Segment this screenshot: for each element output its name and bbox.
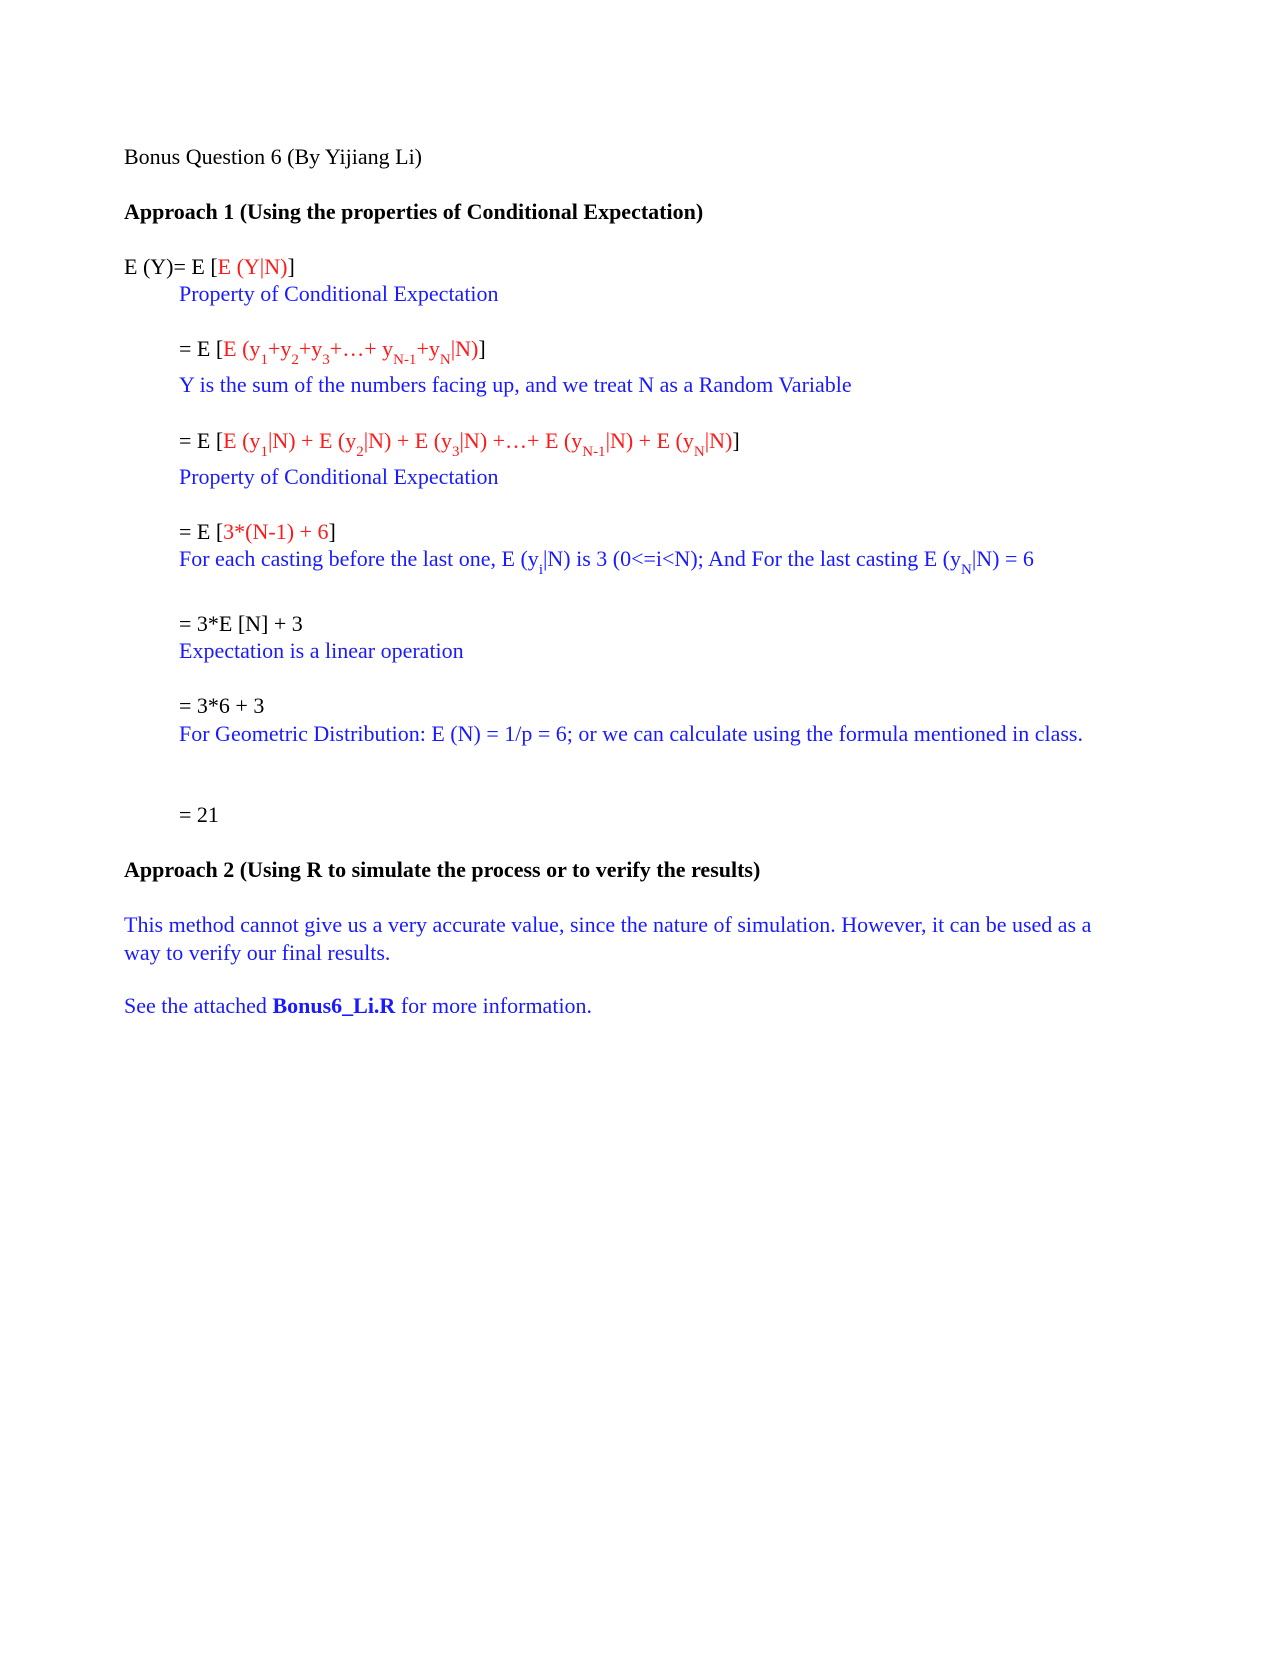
step3-close: ] [732, 428, 740, 453]
step3-prefix: = E [ [179, 428, 224, 453]
step2-close: ] [478, 336, 486, 361]
step1-lhs: E (Y)= E [ [124, 254, 218, 279]
step4-close: ] [328, 519, 336, 544]
step4-note: For each casting before the last one, E $(y_i|N)$ is 3 (0<=i<N); And For the last casting E $(y_N|N) = 6$ [179, 546, 1034, 578]
approach1-heading: Approach 1 (Using the properties of Conditional Expectation) [124, 199, 704, 224]
step2-note: Y is the sum of the numbers facing up, and we treat N as a Random Variable [179, 372, 852, 397]
step5-note: Expectation is a linear operation [179, 638, 464, 663]
approach2-heading: Approach 2 (Using R to simulate the process or to verify the results) [124, 857, 761, 882]
step1-note: Property of Conditional Expectation [179, 281, 499, 306]
attachment-note-post: for more information. [395, 993, 593, 1018]
step7-result: = 21 [179, 802, 219, 827]
step4-red: 3*(N-1) + 6 [223, 519, 329, 544]
document-title: Bonus Question 6 (By Yijiang Li) [124, 144, 423, 169]
step6-note: For Geometric Distribution: E (N) = 1/p = 6; or we can calculate using the formula mentioned in class. [179, 721, 1083, 746]
attachment-note [124, 993, 592, 1019]
attachment-filename: Bonus6_Li.R [272, 993, 396, 1018]
attachment-note-pre: See the attached [124, 993, 273, 1018]
step1-equation [124, 254, 295, 280]
step2-prefix: = E [ [179, 336, 224, 361]
step6-equation: = 3*6 + 3 [179, 693, 265, 718]
step3-equation [179, 428, 740, 460]
approach2-paragraph: This method cannot give us a very accurate value, since the nature of simulation. However, it can be used as a way to verify our final results. [124, 912, 1092, 965]
step3-red: E $(y_1|N) + E$ $(y_2|N) + E$ $(y_3|N)$ +…+ E $(y_{N-1}|N) + E$ $(y_N|N)$ [223, 428, 733, 460]
step5-equation: = 3*E [N] + 3 [179, 611, 303, 636]
step4-prefix: = E [ [179, 519, 224, 544]
step3-note: Property of Conditional Expectation [179, 464, 499, 489]
step2-equation [179, 336, 486, 368]
step4-equation [179, 519, 336, 545]
step1-red: E (Y|N) [217, 254, 288, 279]
step1-close: ] [287, 254, 295, 279]
step2-red: E $(y_1+y_2+y_3+\dots+ y_{N-1}+y_N|N)$ [223, 336, 479, 368]
